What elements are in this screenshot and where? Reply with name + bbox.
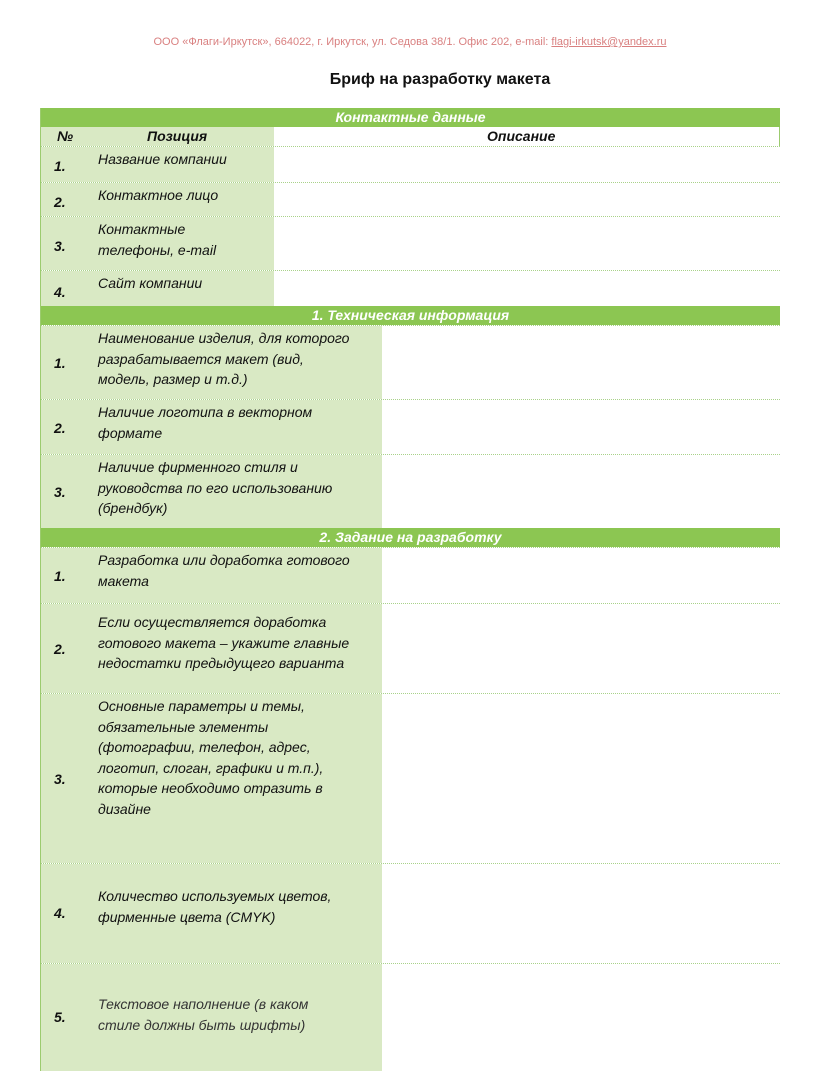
row-number: 1. [54,568,66,584]
description-input[interactable] [382,326,780,399]
description-input[interactable] [382,604,780,693]
description-input[interactable] [382,548,780,603]
contacts-row-4 [41,270,780,306]
row-label: Текстовое наполнение (в каком стиле должны быть шрифты) [98,996,309,1033]
description-input[interactable] [274,183,780,216]
row-number: 2. [54,420,66,436]
description-input[interactable] [382,455,780,528]
row-label: Если осуществляется доработка готового макета – укажите главные недостатки предыдущего варианта [98,614,350,671]
row-label: Сайт компании [98,275,203,291]
description-input[interactable] [382,694,780,863]
section-technical-heading: 1. Техническая информация [41,306,780,325]
description-input[interactable] [274,217,780,270]
row-label: Наличие логотипа в векторном формате [98,404,313,441]
row-number: 5. [54,1009,66,1025]
contacts-row-2 [41,182,780,216]
row-label: Количество используемых цветов, фирменные цвета (CMYK) [98,888,332,925]
description-input[interactable] [382,400,780,454]
row-number: 4. [54,284,66,300]
description-input[interactable] [274,147,780,182]
row-label: Контактное лицо [98,187,219,203]
technical-row-1 [41,325,780,399]
row-number: 3. [54,238,66,254]
task-row-3 [41,693,780,863]
task-row-1 [41,547,780,603]
page-title: Бриф на разработку макета [329,71,551,88]
row-label: Контактные телефоны, e-mail [98,221,217,258]
task-row-4 [41,863,780,963]
brief-form [40,108,780,1071]
column-header-number: № [57,128,74,144]
row-label: Основные параметры и темы, обязательные элементы (фотографии, телефон, адрес, логотип, слоган, графики и т.п.), которые необходимо отразить в дизайне [98,698,324,817]
section-contacts-heading: Контактные данные [41,108,780,127]
row-label: Наличие фирменного стиля и руководства по его использованию (брендбук) [98,459,333,516]
row-number: 1. [54,355,66,371]
row-number: 1. [54,158,66,174]
task-row-5 [41,963,780,1071]
task-row-2 [41,603,780,693]
section-task-heading: 2. Задание на разработку [41,528,780,547]
email-link[interactable]: flagi-irkutsk@yandex.ru [551,36,667,48]
company-header [0,36,820,48]
description-input[interactable] [382,864,780,963]
row-number: 3. [54,484,66,500]
description-input[interactable] [382,964,780,1071]
technical-row-3 [41,454,780,528]
technical-row-2 [41,399,780,454]
contacts-row-3 [41,216,780,270]
column-headers [41,127,780,146]
column-header-position: Позиция [147,128,208,144]
row-number: 4. [54,905,66,921]
row-label: Разработка или доработка готового макета [98,552,350,589]
row-label: Наименование изделия, для которого разрабатывается макет (вид, модель, размер и т.д.) [98,330,350,387]
company-address: ООО «Флаги-Иркутск», 664022, г. Иркутск, ул. Седова 38/1. Офис 202, e-mail: [153,36,552,48]
row-number: 2. [54,194,66,210]
column-header-description: Описание [487,128,556,144]
row-label: Название компании [98,151,227,167]
contacts-row-1 [41,146,780,182]
row-number: 2. [54,641,66,657]
row-number: 3. [54,771,66,787]
description-input[interactable] [274,271,780,306]
